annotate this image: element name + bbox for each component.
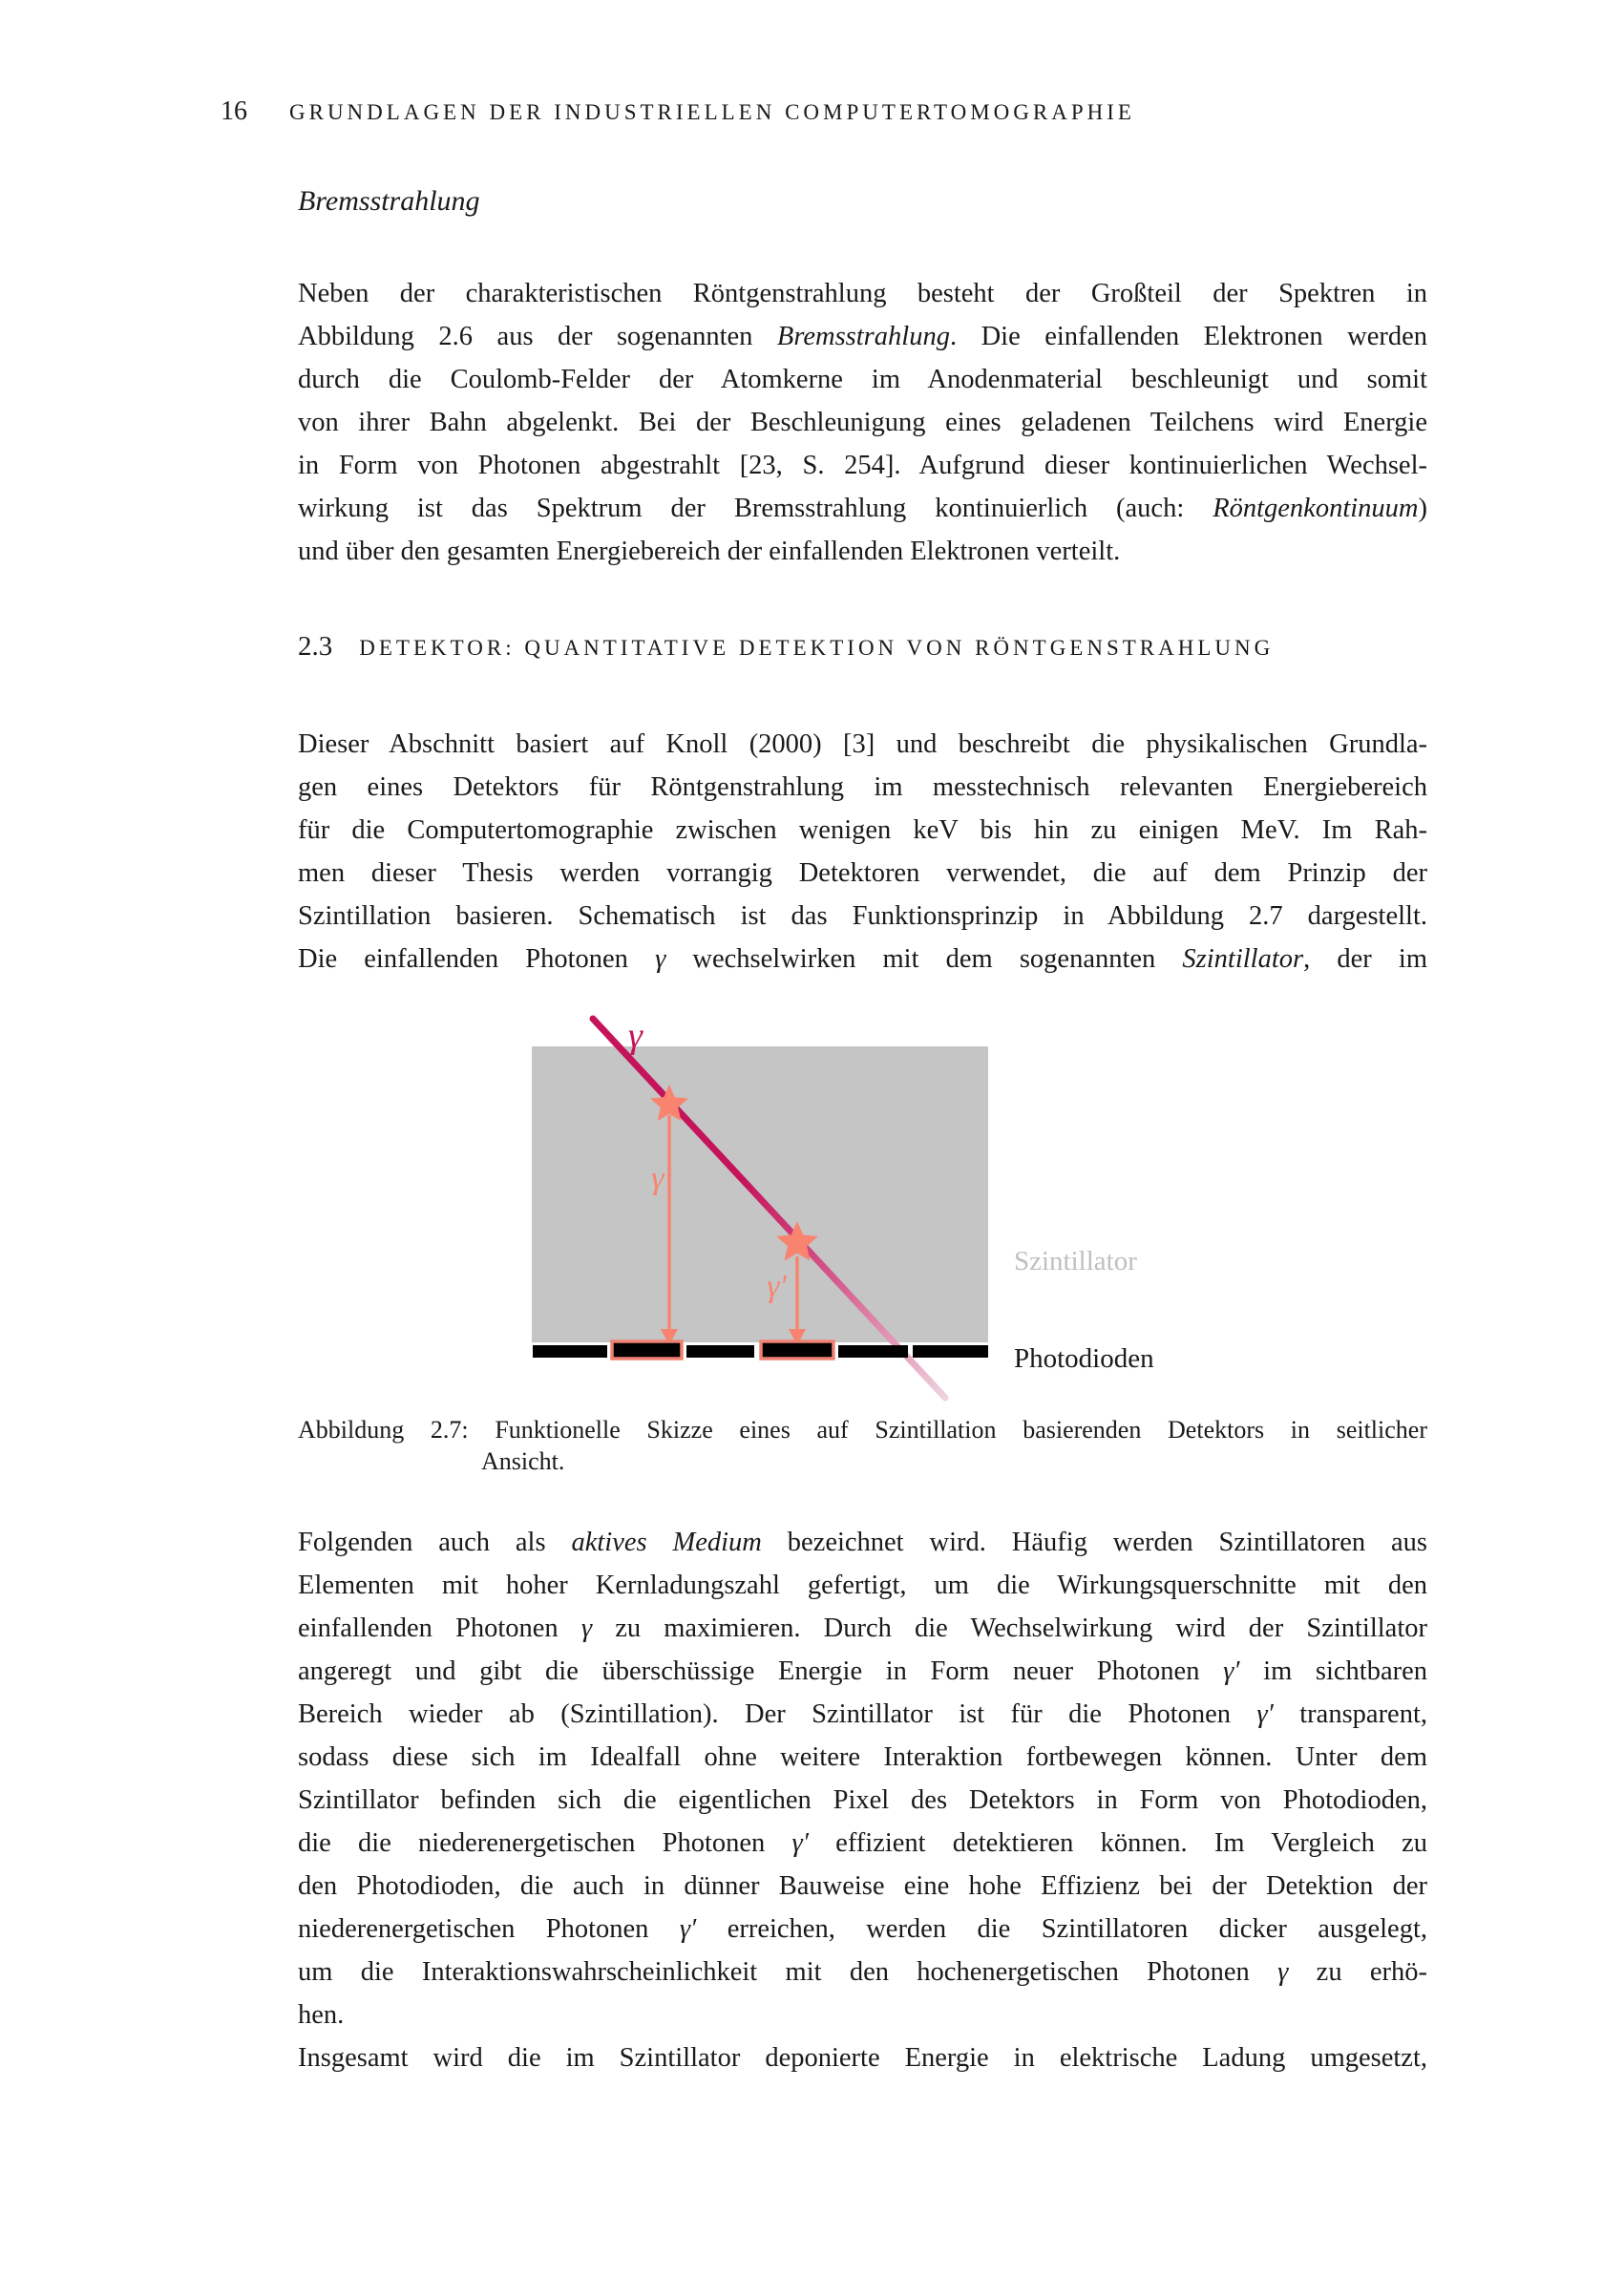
text-line: Bereich wieder ab (Szintillation). Der Szintillator ist für die Photonen γ′ transparent, xyxy=(298,1699,1427,1729)
detector-sketch xyxy=(0,993,1624,1418)
text-line: Die einfallenden Photonen γ wechselwirken mit dem sogenannten Szintillator, der im xyxy=(298,944,1427,974)
text-line: die die niederenergetischen Photonen γ′ effizient detektieren können. Im Vergleich zu xyxy=(298,1828,1427,1858)
photodiode-pixel xyxy=(686,1345,754,1358)
photodiode-pixel xyxy=(913,1345,988,1358)
paragraph-bremsstrahlung xyxy=(298,272,1427,573)
text-line: Szintillation basieren. Schematisch ist das Funktionsprinzip in Abbildung 2.7 dargestellt. xyxy=(298,901,1427,931)
gamma-label: γ xyxy=(628,1016,643,1056)
figure-caption xyxy=(298,1414,1427,1477)
section-title: DETEKTOR: QUANTITATIVE DETEKTION VON RÖNTGENSTRAHLUNG xyxy=(359,636,1275,660)
figure-caption-line: Abbildung 2.7: Funktionelle Skizze eines auf Szintillation basierenden Detektors in seitlicher xyxy=(298,1416,1427,1444)
figure-2-7-scintillation-detector xyxy=(0,993,1624,1418)
text-line: gen eines Detektors für Röntgenstrahlung im messtechnisch relevanten Energiebereich xyxy=(298,772,1427,802)
text-line: Szintillator befinden sich die eigentlichen Pixel des Detektors in Form von Photodioden, xyxy=(298,1785,1427,1815)
text-line: Insgesamt wird die im Szintillator deponierte Energie in elektrische Ladung umgesetzt, xyxy=(298,2043,1427,2073)
photodioden-label: Photodioden xyxy=(1014,1343,1154,1374)
paragraph-heading-bremsstrahlung: Bremsstrahlung xyxy=(298,185,480,217)
section-number: 2.3 xyxy=(298,631,333,662)
text-line: angeregt und gibt die überschüssige Energie in Form neuer Photonen γ′ im sichtbaren xyxy=(298,1656,1427,1686)
text-line: für die Computertomographie zwischen wenigen keV bis hin zu einigen MeV. Im Rah- xyxy=(298,815,1427,845)
text-line: Folgenden auch als aktives Medium bezeichnet wird. Häufig werden Szintillatoren aus xyxy=(298,1528,1427,1557)
photodiode-pixel xyxy=(838,1345,908,1358)
text-line: durch die Coulomb-Felder der Atomkerne im Anodenmaterial beschleunigt und somit xyxy=(298,365,1427,394)
photodiode-pixel-hit-1 xyxy=(612,1341,682,1359)
text-line: von ihrer Bahn abgelenkt. Bei der Beschleunigung eines geladenen Teilchens wird Energie xyxy=(298,408,1427,437)
photodiode-pixel xyxy=(533,1345,607,1358)
text-line: Neben der charakteristischen Röntgenstrahlung besteht der Großteil der Spektren in xyxy=(298,279,1427,308)
text-line: und über den gesamten Energiebereich der einfallenden Elektronen verteilt. xyxy=(298,537,1121,566)
running-header xyxy=(221,96,1135,127)
szintillator-label: Szintillator xyxy=(1014,1246,1137,1276)
text-line: in Form von Photonen abgestrahlt [23, S. 254]. Aufgrund dieser kontinuierlichen Wechsel- xyxy=(298,451,1427,480)
gamma-prime-label-2: γ′ xyxy=(767,1269,787,1304)
photodiode-pixel-hit-2 xyxy=(761,1341,833,1359)
text-line: men dieser Thesis werden vorrangig Detektoren verwendet, die auf dem Prinzip der xyxy=(298,858,1427,888)
paragraph-detector-intro xyxy=(298,723,1427,981)
paragraph-active-medium xyxy=(298,1521,1427,2079)
section-heading-2-3 xyxy=(298,631,1274,663)
text-line: den Photodioden, die auch in dünner Bauweise eine hohe Effizienz bei der Detektion der xyxy=(298,1871,1427,1901)
text-line: um die Interaktionswahrscheinlichkeit mit den hochenergetischen Photonen γ zu erhö- xyxy=(298,1957,1427,1987)
text-line: niederenergetischen Photonen γ′ erreichen, werden die Szintillatoren dicker ausgelegt, xyxy=(298,1914,1427,1944)
text-line: einfallenden Photonen γ zu maximieren. Durch die Wechselwirkung wird der Szintillator xyxy=(298,1614,1427,1643)
text-line: Abbildung 2.6 aus der sogenannten Bremsstrahlung. Die einfallenden Elektronen werden xyxy=(298,322,1427,351)
text-line: Dieser Abschnitt basiert auf Knoll (2000) [3] und beschreibt die physikalischen Grundla- xyxy=(298,729,1427,759)
text-line: wirkung ist das Spektrum der Bremsstrahlung kontinuierlich (auch: Röntgenkontinuum) xyxy=(298,494,1427,523)
figure-caption-line: Ansicht. xyxy=(481,1447,565,1475)
text-line: hen. xyxy=(298,2000,345,2030)
page-number: 16 xyxy=(221,96,247,126)
gamma-prime-label-1: γ′ xyxy=(651,1161,671,1196)
text-line: Elementen mit hoher Kernladungszahl gefertigt, um die Wirkungsquerschnitte mit den xyxy=(298,1571,1427,1600)
running-header-title: GRUNDLAGEN DER INDUSTRIELLEN COMPUTERTOMOGRAPHIE xyxy=(289,100,1135,124)
text-line: sodass diese sich im Idealfall ohne weitere Interaktion fortbewegen können. Unter dem xyxy=(298,1742,1427,1772)
